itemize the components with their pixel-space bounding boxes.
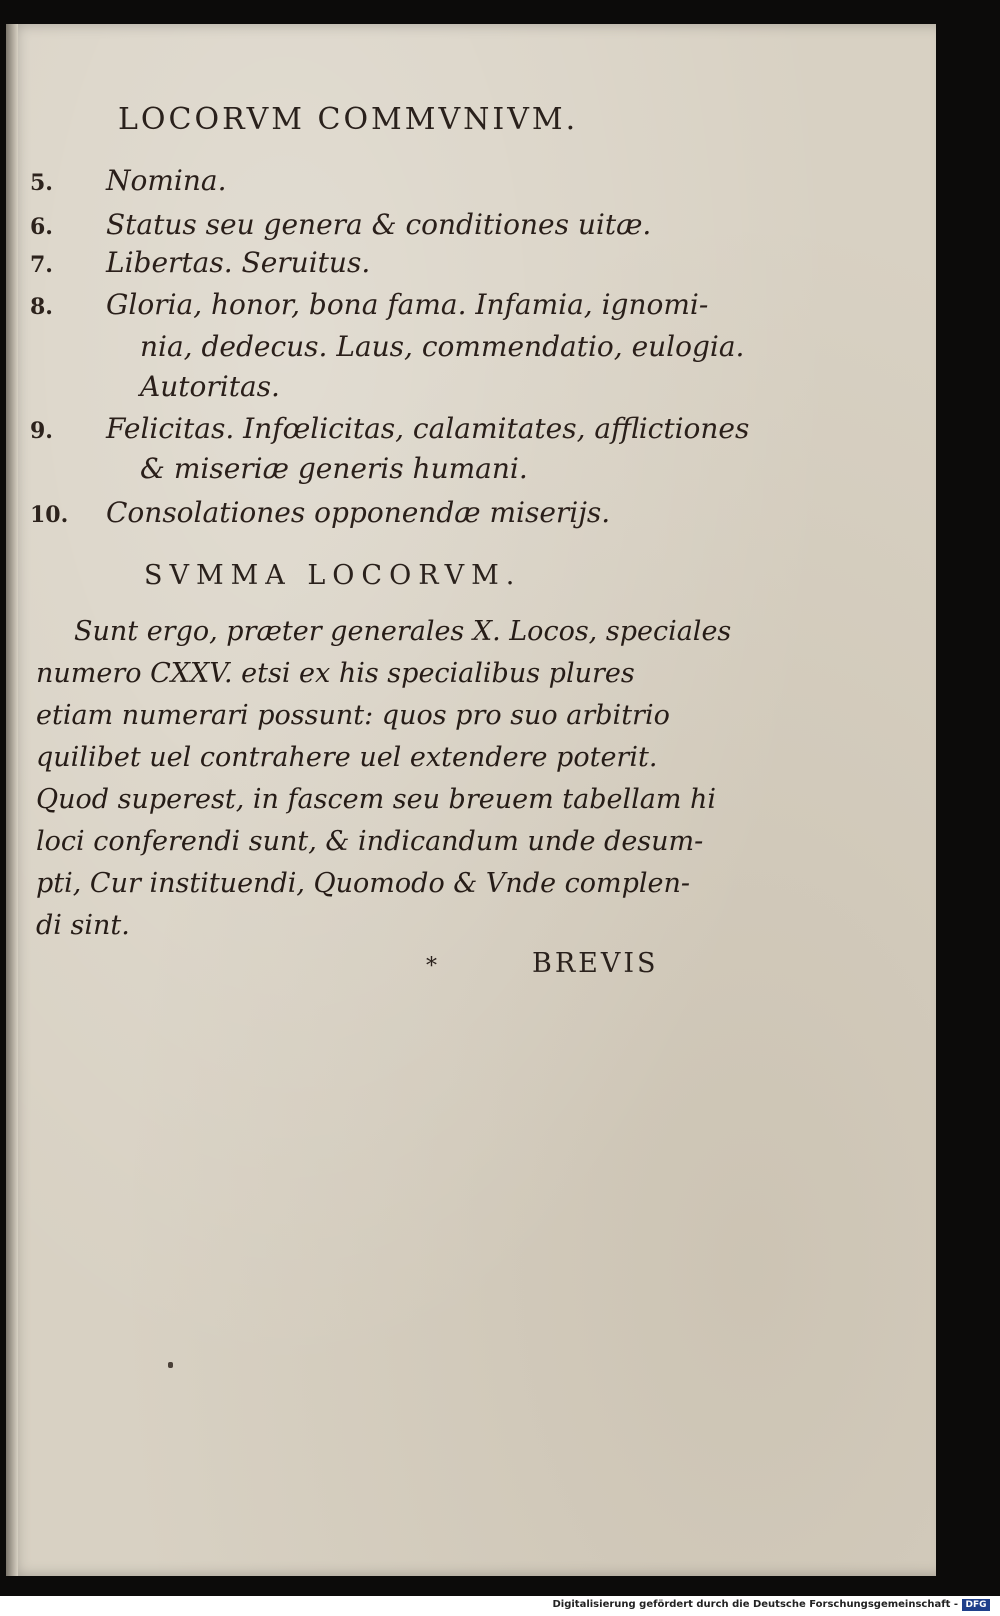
paragraph-line: Quod superest, in fascem seu breuem tabellam hi (36, 784, 717, 815)
book-page (6, 24, 936, 1576)
item-text: Status seu genera & conditiones uitæ. (106, 208, 652, 241)
item-text: Gloria, honor, bona fama. Infamia, ignomi- (106, 288, 709, 321)
item-number: 8. (30, 294, 53, 320)
paragraph-line: Sunt ergo, præter generales X. Locos, speciales (74, 616, 732, 647)
paragraph-line: pti, Cur instituendi, Quomodo & Vnde complen- (36, 868, 691, 899)
item-number: 10. (30, 502, 69, 528)
paragraph-line: numero CXXV. etsi ex his specialibus plures (36, 658, 635, 689)
item-number: 5. (30, 170, 53, 196)
section-title: SVMMA LOCORVM. (144, 560, 522, 591)
item-text: Nomina. (106, 164, 227, 197)
footer-credit: Digitalisierung gefördert durch die Deutsche Forschungsgemeinschaft - (552, 1599, 958, 1610)
item-text: & miseriæ generis humani. (140, 452, 528, 485)
item-text: Consolationes opponendæ miserijs. (106, 496, 611, 529)
page-gutter-shadow (6, 24, 18, 1576)
paragraph-line: di sint. (36, 910, 130, 941)
catchword: BREVIS (532, 948, 659, 979)
paragraph-line: quilibet uel contrahere uel extendere poterit. (36, 742, 658, 773)
item-text: Felicitas. Infœlicitas, calamitates, afflictiones (106, 412, 750, 445)
item-text: Autoritas. (140, 370, 280, 403)
item-number: 6. (30, 214, 53, 240)
paragraph-line: etiam numerari possunt: quos pro suo arbitrio (36, 700, 670, 731)
item-number: 7. (30, 252, 53, 278)
item-text: Libertas. Seruitus. (106, 246, 371, 279)
dfg-logo: DFG (962, 1599, 990, 1611)
running-head: LOCORVM COMMVNIVM. (118, 102, 579, 137)
item-number: 9. (30, 418, 53, 444)
signature-mark: * (426, 954, 437, 979)
paragraph-line: loci conferendi sunt, & indicandum unde desum- (36, 826, 704, 857)
ink-speck (168, 1362, 173, 1368)
item-text: nia, dedecus. Laus, commendatio, eulogia. (140, 330, 745, 363)
